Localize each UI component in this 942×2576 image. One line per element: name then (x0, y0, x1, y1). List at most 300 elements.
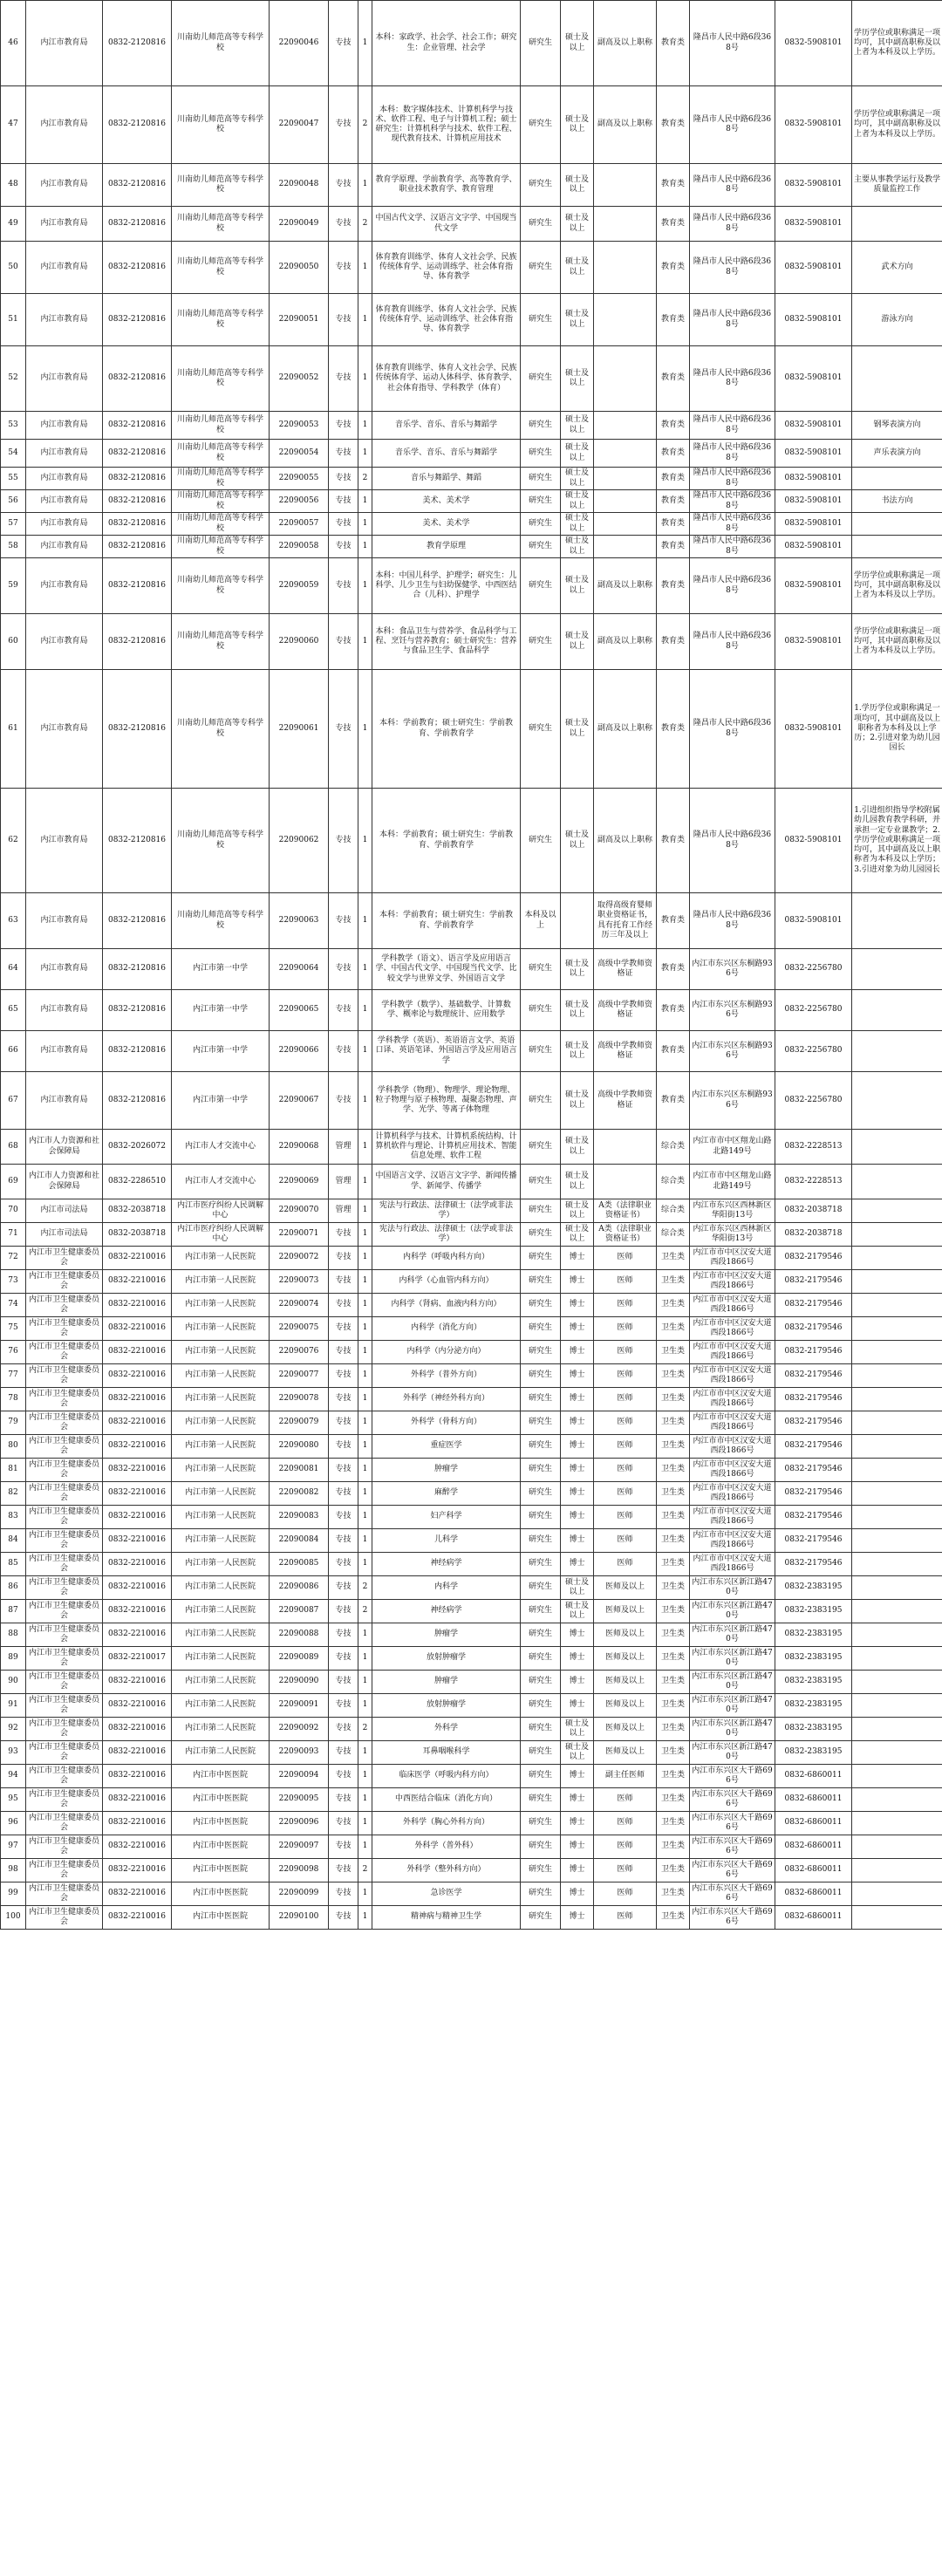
table-row (1, 1294, 942, 1317)
other-requirement-cell: 副高及以上职称 (594, 86, 657, 164)
position-type-cell: 专技 (329, 990, 358, 1031)
headcount-cell: 1 (358, 1812, 372, 1835)
remark-cell (852, 1364, 942, 1388)
position-code-cell: 22090059 (270, 558, 329, 614)
department-phone-cell: 0832-2210016 (103, 1270, 172, 1294)
position-code-cell: 22090096 (270, 1812, 329, 1835)
remark-cell (852, 1072, 942, 1130)
other-requirement-cell: A类（法律职业资格证书） (594, 1199, 657, 1223)
address-cell: 内江市东兴区大千路696号 (690, 1882, 775, 1906)
contact-phone-cell: 0832-6860011 (775, 1859, 852, 1882)
employer-cell: 内江市第一人民医院 (172, 1388, 270, 1411)
row-number-cell: 65 (1, 990, 26, 1031)
other-requirement-cell: 副高及以上职称 (594, 558, 657, 614)
headcount-cell: 1 (358, 164, 372, 207)
address-cell: 隆昌市人民中路6段368号 (690, 294, 775, 346)
major-requirement-cell: 音乐与舞蹈学、舞蹈 (372, 468, 521, 490)
education-cell: 研究生 (521, 1600, 561, 1623)
department-cell: 内江市教育局 (26, 513, 103, 536)
position-code-cell: 22090083 (270, 1506, 329, 1529)
employer-cell: 内江市人才交流中心 (172, 1130, 270, 1165)
degree-cell: 博士 (561, 1341, 594, 1364)
major-requirement-cell: 外科学（骨科方向） (372, 1411, 521, 1435)
row-number-cell: 61 (1, 670, 26, 789)
position-code-cell: 22090069 (270, 1165, 329, 1199)
position-type-cell: 专技 (329, 1788, 358, 1812)
headcount-cell: 1 (358, 440, 372, 468)
other-requirement-cell (594, 513, 657, 536)
remark-cell (852, 346, 942, 412)
remark-cell (852, 1294, 942, 1317)
education-cell: 研究生 (521, 1671, 561, 1694)
category-cell: 教育类 (657, 536, 690, 558)
row-number-cell: 69 (1, 1165, 26, 1199)
department-phone-cell: 0832-2210016 (103, 1435, 172, 1459)
category-cell: 综合类 (657, 1130, 690, 1165)
row-number-cell: 96 (1, 1812, 26, 1835)
headcount-cell: 1 (358, 412, 372, 440)
remark-cell (852, 1459, 942, 1482)
row-number-cell: 64 (1, 949, 26, 990)
table-row (1, 1859, 942, 1882)
degree-cell: 硕士及以上 (561, 1576, 594, 1600)
employer-cell: 内江市中医医院 (172, 1835, 270, 1859)
row-number-cell: 80 (1, 1435, 26, 1459)
contact-phone-cell: 0832-2179546 (775, 1553, 852, 1576)
position-code-cell: 22090087 (270, 1600, 329, 1623)
education-cell: 研究生 (521, 990, 561, 1031)
education-cell: 研究生 (521, 1482, 561, 1506)
department-phone-cell: 0832-2120816 (103, 1, 172, 86)
education-cell: 研究生 (521, 1859, 561, 1882)
address-cell: 隆昌市人民中路6段368号 (690, 468, 775, 490)
major-requirement-cell: 临床医学（呼吸内科方向） (372, 1765, 521, 1788)
address-cell: 内江市市中区汉安大道西段1866号 (690, 1435, 775, 1459)
remark-cell (852, 1482, 942, 1506)
address-cell: 内江市东兴区新江路470号 (690, 1694, 775, 1718)
education-cell: 研究生 (521, 1199, 561, 1223)
other-requirement-cell: 医师 (594, 1906, 657, 1930)
position-type-cell: 专技 (329, 1835, 358, 1859)
degree-cell: 硕士及以上 (561, 1130, 594, 1165)
position-code-cell: 22090058 (270, 536, 329, 558)
department-cell: 内江市卫生健康委员会 (26, 1294, 103, 1317)
position-code-cell: 22090085 (270, 1553, 329, 1576)
contact-phone-cell: 0832-2383195 (775, 1623, 852, 1647)
department-cell: 内江市卫生健康委员会 (26, 1411, 103, 1435)
position-code-cell: 22090067 (270, 1072, 329, 1130)
department-phone-cell: 0832-2120816 (103, 242, 172, 294)
row-number-cell: 72 (1, 1247, 26, 1270)
position-code-cell: 22090060 (270, 614, 329, 670)
row-number-cell: 86 (1, 1576, 26, 1600)
headcount-cell: 2 (358, 1600, 372, 1623)
remark-cell (852, 1741, 942, 1765)
row-number-cell: 77 (1, 1364, 26, 1388)
education-cell: 研究生 (521, 1270, 561, 1294)
headcount-cell: 1 (358, 1317, 372, 1341)
other-requirement-cell: 医师 (594, 1411, 657, 1435)
headcount-cell: 1 (358, 1694, 372, 1718)
row-number-cell: 70 (1, 1199, 26, 1223)
degree-cell: 博士 (561, 1671, 594, 1694)
headcount-cell: 1 (358, 1199, 372, 1223)
address-cell: 内江市市中区汉安大道西段1866号 (690, 1317, 775, 1341)
position-type-cell: 专技 (329, 1906, 358, 1930)
contact-phone-cell: 0832-2179546 (775, 1529, 852, 1553)
position-code-cell: 22090070 (270, 1199, 329, 1223)
position-code-cell: 22090047 (270, 86, 329, 164)
remark-cell (852, 1031, 942, 1072)
other-requirement-cell: 副高及以上职称 (594, 789, 657, 893)
position-type-cell: 专技 (329, 1411, 358, 1435)
table-row (1, 1812, 942, 1835)
position-code-cell: 22090082 (270, 1482, 329, 1506)
table-row (1, 1, 942, 86)
position-code-cell: 22090094 (270, 1765, 329, 1788)
row-number-cell: 92 (1, 1718, 26, 1741)
education-cell: 研究生 (521, 1435, 561, 1459)
address-cell: 内江市东兴区大千路696号 (690, 1859, 775, 1882)
degree-cell: 硕士及以上 (561, 468, 594, 490)
education-cell: 研究生 (521, 1741, 561, 1765)
department-phone-cell: 0832-2210016 (103, 1859, 172, 1882)
contact-phone-cell: 0832-2179546 (775, 1294, 852, 1317)
contact-phone-cell: 0832-2256780 (775, 1031, 852, 1072)
contact-phone-cell: 0832-6860011 (775, 1882, 852, 1906)
other-requirement-cell: 高级中学教师资格证 (594, 990, 657, 1031)
department-phone-cell: 0832-2210016 (103, 1788, 172, 1812)
employer-cell: 川南幼儿师范高等专科学校 (172, 86, 270, 164)
headcount-cell: 1 (358, 1364, 372, 1388)
major-requirement-cell: 学科教学（数学）、基础数学、计算数学、概率论与数理统计、应用数学 (372, 990, 521, 1031)
degree-cell: 硕士及以上 (561, 558, 594, 614)
position-type-cell: 专技 (329, 86, 358, 164)
headcount-cell: 2 (358, 207, 372, 242)
category-cell: 卫生类 (657, 1270, 690, 1294)
education-cell: 研究生 (521, 1835, 561, 1859)
contact-phone-cell: 0832-5908101 (775, 86, 852, 164)
row-number-cell: 49 (1, 207, 26, 242)
remark-cell: 书法方向 (852, 490, 942, 513)
employer-cell: 川南幼儿师范高等专科学校 (172, 294, 270, 346)
contact-phone-cell: 0832-2179546 (775, 1459, 852, 1482)
table-row (1, 949, 942, 990)
major-requirement-cell: 本科：学前教育；硕士研究生：学前教育、学前教育学 (372, 893, 521, 949)
degree-cell: 博士 (561, 1859, 594, 1882)
employer-cell: 内江市第一人民医院 (172, 1364, 270, 1388)
degree-cell: 博士 (561, 1529, 594, 1553)
row-number-cell: 55 (1, 468, 26, 490)
row-number-cell: 62 (1, 789, 26, 893)
department-phone-cell: 0832-2120816 (103, 670, 172, 789)
employer-cell: 川南幼儿师范高等专科学校 (172, 440, 270, 468)
remark-cell (852, 1553, 942, 1576)
position-type-cell: 专技 (329, 242, 358, 294)
remark-cell: 学历学位或职称满足一项均可，其中副高职称及以上者为本科及以上学历。 (852, 86, 942, 164)
department-cell: 内江市卫生健康委员会 (26, 1529, 103, 1553)
degree-cell: 博士 (561, 1411, 594, 1435)
department-cell: 内江市教育局 (26, 412, 103, 440)
remark-cell: 1.引进组织指导学校附属幼儿园教育教学科研，并承担一定专业课教学；2.学历学位或职称满足一项均可，其中副高及以上职称者为本科及以上学历；3.引进对象为幼儿园园长 (852, 789, 942, 893)
remark-cell (852, 536, 942, 558)
category-cell: 卫生类 (657, 1459, 690, 1482)
department-cell: 内江市教育局 (26, 440, 103, 468)
employer-cell: 内江市中医医院 (172, 1812, 270, 1835)
major-requirement-cell: 音乐学、音乐、音乐与舞蹈学 (372, 440, 521, 468)
table-row (1, 1600, 942, 1623)
department-phone-cell: 0832-2120816 (103, 990, 172, 1031)
category-cell: 卫生类 (657, 1482, 690, 1506)
category-cell: 卫生类 (657, 1247, 690, 1270)
contact-phone-cell: 0832-2383195 (775, 1671, 852, 1694)
position-code-cell: 22090054 (270, 440, 329, 468)
degree-cell: 硕士及以上 (561, 990, 594, 1031)
position-code-cell: 22090077 (270, 1364, 329, 1388)
address-cell: 内江市市中区汉安大道西段1866号 (690, 1364, 775, 1388)
remark-cell (852, 1317, 942, 1341)
department-phone-cell: 0832-2210016 (103, 1741, 172, 1765)
contact-phone-cell: 0832-6860011 (775, 1788, 852, 1812)
remark-cell: 游泳方向 (852, 294, 942, 346)
other-requirement-cell (594, 536, 657, 558)
category-cell: 教育类 (657, 207, 690, 242)
education-cell: 研究生 (521, 558, 561, 614)
education-cell: 研究生 (521, 412, 561, 440)
category-cell: 卫生类 (657, 1788, 690, 1812)
department-cell: 内江市卫生健康委员会 (26, 1671, 103, 1694)
category-cell: 卫生类 (657, 1576, 690, 1600)
position-code-cell: 22090048 (270, 164, 329, 207)
remark-cell (852, 1576, 942, 1600)
position-code-cell: 22090095 (270, 1788, 329, 1812)
major-requirement-cell: 内科学 (372, 1576, 521, 1600)
major-requirement-cell: 肿瘤学 (372, 1623, 521, 1647)
headcount-cell: 1 (358, 1459, 372, 1482)
category-cell: 卫生类 (657, 1529, 690, 1553)
remark-cell (852, 1718, 942, 1741)
table-row (1, 1270, 942, 1294)
degree-cell: 硕士及以上 (561, 1072, 594, 1130)
other-requirement-cell: 医师及以上 (594, 1741, 657, 1765)
address-cell: 内江市东兴区东桐路936号 (690, 1072, 775, 1130)
department-phone-cell: 0832-2210016 (103, 1247, 172, 1270)
contact-phone-cell: 0832-2179546 (775, 1482, 852, 1506)
department-phone-cell: 0832-2210016 (103, 1882, 172, 1906)
address-cell: 内江市东兴区新江路470号 (690, 1671, 775, 1694)
address-cell: 内江市东兴区东桐路936号 (690, 990, 775, 1031)
degree-cell: 博士 (561, 1317, 594, 1341)
degree-cell: 博士 (561, 1788, 594, 1812)
education-cell: 研究生 (521, 1, 561, 86)
address-cell: 隆昌市人民中路6段368号 (690, 242, 775, 294)
education-cell: 研究生 (521, 440, 561, 468)
headcount-cell: 1 (358, 1506, 372, 1529)
category-cell: 卫生类 (657, 1718, 690, 1741)
other-requirement-cell: 医师及以上 (594, 1623, 657, 1647)
employer-cell: 内江市第二人民医院 (172, 1671, 270, 1694)
other-requirement-cell (594, 490, 657, 513)
other-requirement-cell: 医师 (594, 1529, 657, 1553)
employer-cell: 内江市第一人民医院 (172, 1482, 270, 1506)
department-phone-cell: 0832-2120816 (103, 893, 172, 949)
category-cell: 教育类 (657, 412, 690, 440)
address-cell: 内江市东兴区东桐路936号 (690, 949, 775, 990)
headcount-cell: 1 (358, 1341, 372, 1364)
department-cell: 内江市教育局 (26, 468, 103, 490)
remark-cell (852, 1130, 942, 1165)
major-requirement-cell: 本科：学前教育；硕士研究生：学前教育、学前教育学 (372, 670, 521, 789)
position-code-cell: 22090072 (270, 1247, 329, 1270)
remark-cell (852, 1411, 942, 1435)
address-cell: 内江市市中区汉安大道西段1866号 (690, 1506, 775, 1529)
contact-phone-cell: 0832-5908101 (775, 412, 852, 440)
employer-cell: 内江市第一人民医院 (172, 1459, 270, 1482)
employer-cell: 内江市医疗纠纷人民调解中心 (172, 1223, 270, 1247)
position-code-cell: 22090099 (270, 1882, 329, 1906)
degree-cell: 硕士及以上 (561, 164, 594, 207)
row-number-cell: 87 (1, 1600, 26, 1623)
remark-cell (852, 1388, 942, 1411)
position-code-cell: 22090055 (270, 468, 329, 490)
contact-phone-cell: 0832-2383195 (775, 1718, 852, 1741)
row-number-cell: 93 (1, 1741, 26, 1765)
employer-cell: 川南幼儿师范高等专科学校 (172, 207, 270, 242)
other-requirement-cell: 副主任医师 (594, 1765, 657, 1788)
table-row (1, 1765, 942, 1788)
major-requirement-cell: 体育教育训练学、体育人文社会学、民族传统体育学、运动训练学、社会体育指导、体育教学 (372, 294, 521, 346)
position-type-cell: 专技 (329, 1459, 358, 1482)
category-cell: 教育类 (657, 1072, 690, 1130)
education-cell: 研究生 (521, 1788, 561, 1812)
headcount-cell: 1 (358, 789, 372, 893)
remark-cell: 武术方向 (852, 242, 942, 294)
contact-phone-cell: 0832-5908101 (775, 164, 852, 207)
row-number-cell: 82 (1, 1482, 26, 1506)
education-cell: 研究生 (521, 1294, 561, 1317)
department-cell: 内江市教育局 (26, 86, 103, 164)
row-number-cell: 85 (1, 1553, 26, 1576)
education-cell: 研究生 (521, 164, 561, 207)
employer-cell: 川南幼儿师范高等专科学校 (172, 789, 270, 893)
major-requirement-cell: 外科学（胸心外科方向） (372, 1812, 521, 1835)
contact-phone-cell: 0832-2228513 (775, 1165, 852, 1199)
major-requirement-cell: 外科学（普外科） (372, 1835, 521, 1859)
department-phone-cell: 0832-2210016 (103, 1765, 172, 1788)
position-type-cell: 专技 (329, 1482, 358, 1506)
degree-cell: 硕士及以上 (561, 670, 594, 789)
employer-cell: 内江市中医医院 (172, 1859, 270, 1882)
category-cell: 综合类 (657, 1223, 690, 1247)
remark-cell: 学历学位或职称满足一项均可，其中副高职称及以上者为本科及以上学历。 (852, 558, 942, 614)
major-requirement-cell: 重症医学 (372, 1435, 521, 1459)
department-cell: 内江市卫生健康委员会 (26, 1388, 103, 1411)
employer-cell: 内江市第一人民医院 (172, 1411, 270, 1435)
major-requirement-cell: 急诊医学 (372, 1882, 521, 1906)
remark-cell (852, 1859, 942, 1882)
address-cell: 内江市市中区汉安大道西段1866号 (690, 1294, 775, 1317)
row-number-cell: 63 (1, 893, 26, 949)
other-requirement-cell (594, 207, 657, 242)
position-type-cell: 专技 (329, 1223, 358, 1247)
table-row (1, 1072, 942, 1130)
row-number-cell: 50 (1, 242, 26, 294)
position-code-cell: 22090061 (270, 670, 329, 789)
contact-phone-cell: 0832-2256780 (775, 1072, 852, 1130)
education-cell: 研究生 (521, 949, 561, 990)
department-cell: 内江市卫生健康委员会 (26, 1812, 103, 1835)
other-requirement-cell: 副高及以上职称 (594, 670, 657, 789)
other-requirement-cell: 医师及以上 (594, 1600, 657, 1623)
major-requirement-cell: 外科学（整外科方向） (372, 1859, 521, 1882)
row-number-cell: 59 (1, 558, 26, 614)
category-cell: 教育类 (657, 468, 690, 490)
category-cell: 卫生类 (657, 1765, 690, 1788)
table-row (1, 1247, 942, 1270)
degree-cell: 硕士及以上 (561, 1199, 594, 1223)
position-type-cell: 专技 (329, 1600, 358, 1623)
other-requirement-cell: 医师 (594, 1788, 657, 1812)
education-cell: 研究生 (521, 1165, 561, 1199)
department-cell: 内江市教育局 (26, 1031, 103, 1072)
headcount-cell: 1 (358, 1388, 372, 1411)
department-cell: 内江市卫生健康委员会 (26, 1459, 103, 1482)
education-cell: 研究生 (521, 513, 561, 536)
address-cell: 内江市东兴区大千路696号 (690, 1765, 775, 1788)
table-row (1, 1031, 942, 1072)
position-type-cell: 专技 (329, 1812, 358, 1835)
major-requirement-cell: 神经病学 (372, 1553, 521, 1576)
position-code-cell: 22090092 (270, 1718, 329, 1741)
position-code-cell: 22090068 (270, 1130, 329, 1165)
position-code-cell: 22090051 (270, 294, 329, 346)
position-code-cell: 22090075 (270, 1317, 329, 1341)
table-row (1, 614, 942, 670)
contact-phone-cell: 0832-2179546 (775, 1388, 852, 1411)
other-requirement-cell: 医师及以上 (594, 1694, 657, 1718)
degree-cell: 博士 (561, 1247, 594, 1270)
row-number-cell: 46 (1, 1, 26, 86)
education-cell: 研究生 (521, 468, 561, 490)
education-cell: 研究生 (521, 670, 561, 789)
education-cell: 研究生 (521, 1765, 561, 1788)
remark-cell (852, 949, 942, 990)
department-cell: 内江市卫生健康委员会 (26, 1317, 103, 1341)
employer-cell: 内江市第一中学 (172, 990, 270, 1031)
department-phone-cell: 0832-2120816 (103, 614, 172, 670)
department-cell: 内江市司法局 (26, 1223, 103, 1247)
department-cell: 内江市教育局 (26, 490, 103, 513)
category-cell: 教育类 (657, 1031, 690, 1072)
department-phone-cell: 0832-2210017 (103, 1647, 172, 1671)
row-number-cell: 84 (1, 1529, 26, 1553)
contact-phone-cell: 0832-2228513 (775, 1130, 852, 1165)
category-cell: 教育类 (657, 670, 690, 789)
table-row (1, 1482, 942, 1506)
degree-cell: 博士 (561, 1623, 594, 1647)
table-row (1, 513, 942, 536)
headcount-cell: 1 (358, 1165, 372, 1199)
department-phone-cell: 0832-2038718 (103, 1223, 172, 1247)
contact-phone-cell: 0832-5908101 (775, 490, 852, 513)
row-number-cell: 100 (1, 1906, 26, 1930)
education-cell: 研究生 (521, 1459, 561, 1482)
education-cell: 研究生 (521, 1364, 561, 1388)
degree-cell: 博士 (561, 1270, 594, 1294)
position-code-cell: 22090065 (270, 990, 329, 1031)
address-cell: 内江市东兴区新江路470号 (690, 1741, 775, 1765)
department-phone-cell: 0832-2210016 (103, 1718, 172, 1741)
